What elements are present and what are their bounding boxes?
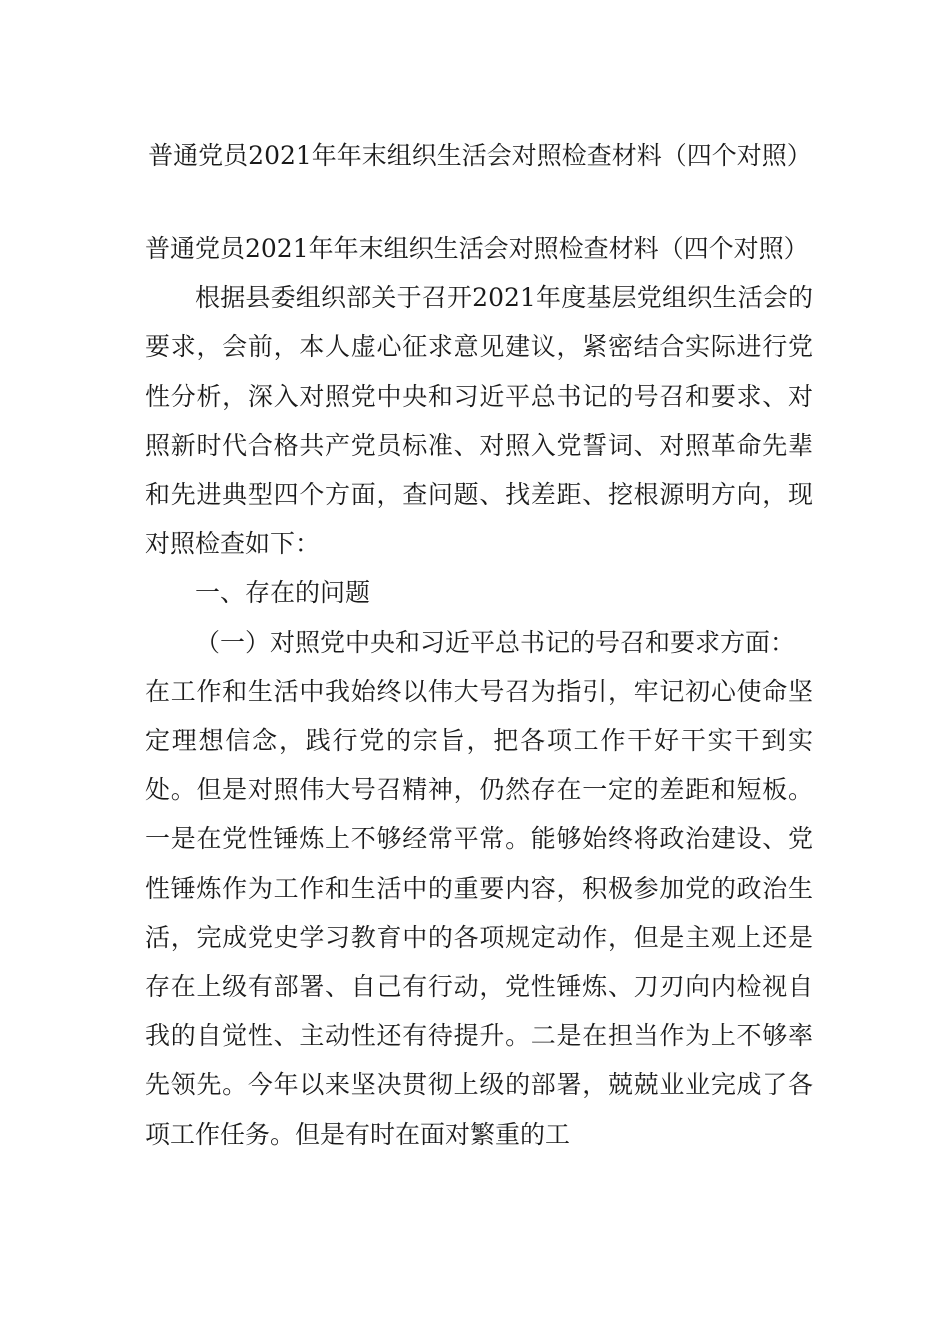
subsection-heading: （一）对照党中央和习近平总书记的号召和要求方面： xyxy=(195,627,796,657)
intro-paragraph: 根据县委组织部关于召开2021年度基层党组织生活会的要求，会前，本人虚心征求意见建议，紧密结合实际进行党性分析，深入对照党中央和习近平总书记的号召和要求、对照新时代合格共产党员标准、对照入党誓词、对照革命先辈和先进典型四个方面，查问题、找差距、挖根源明方向，现对照检查如下： xyxy=(145,283,813,559)
section-heading: 一、存在的问题 xyxy=(195,578,371,608)
document-title: 普通党员2021年年末组织生活会对照检查材料（四个对照） xyxy=(148,141,812,170)
body-paragraph: 在工作和生活中我始终以伟大号召为指引，牢记初心使命坚定理想信念，践行党的宗旨，把各项工作干好干实干到实处。但是对照伟大号召精神，仍然存在一定的差距和短板。一是在党性锤炼上不够经常平常。能够始终将政治建设、党性锤炼作为工作和生活中的重要内容，积极参加党的政治生活，完成党史学习教育中的各项规定动作，但是主观上还是存在上级有部署、自己有行动，党性锤炼、刀刃向内检视自我的自觉性、主动性还有待提升。二是在担当作为上不够率先领先。今年以来坚决贯彻上级的部署，兢兢业业完成了各项工作任务。但是有时在面对繁重的工 xyxy=(145,676,813,1149)
document-body xyxy=(145,224,813,1159)
document-subtitle: 普通党员2021年年末组织生活会对照检查材料（四个对照） xyxy=(145,234,809,263)
